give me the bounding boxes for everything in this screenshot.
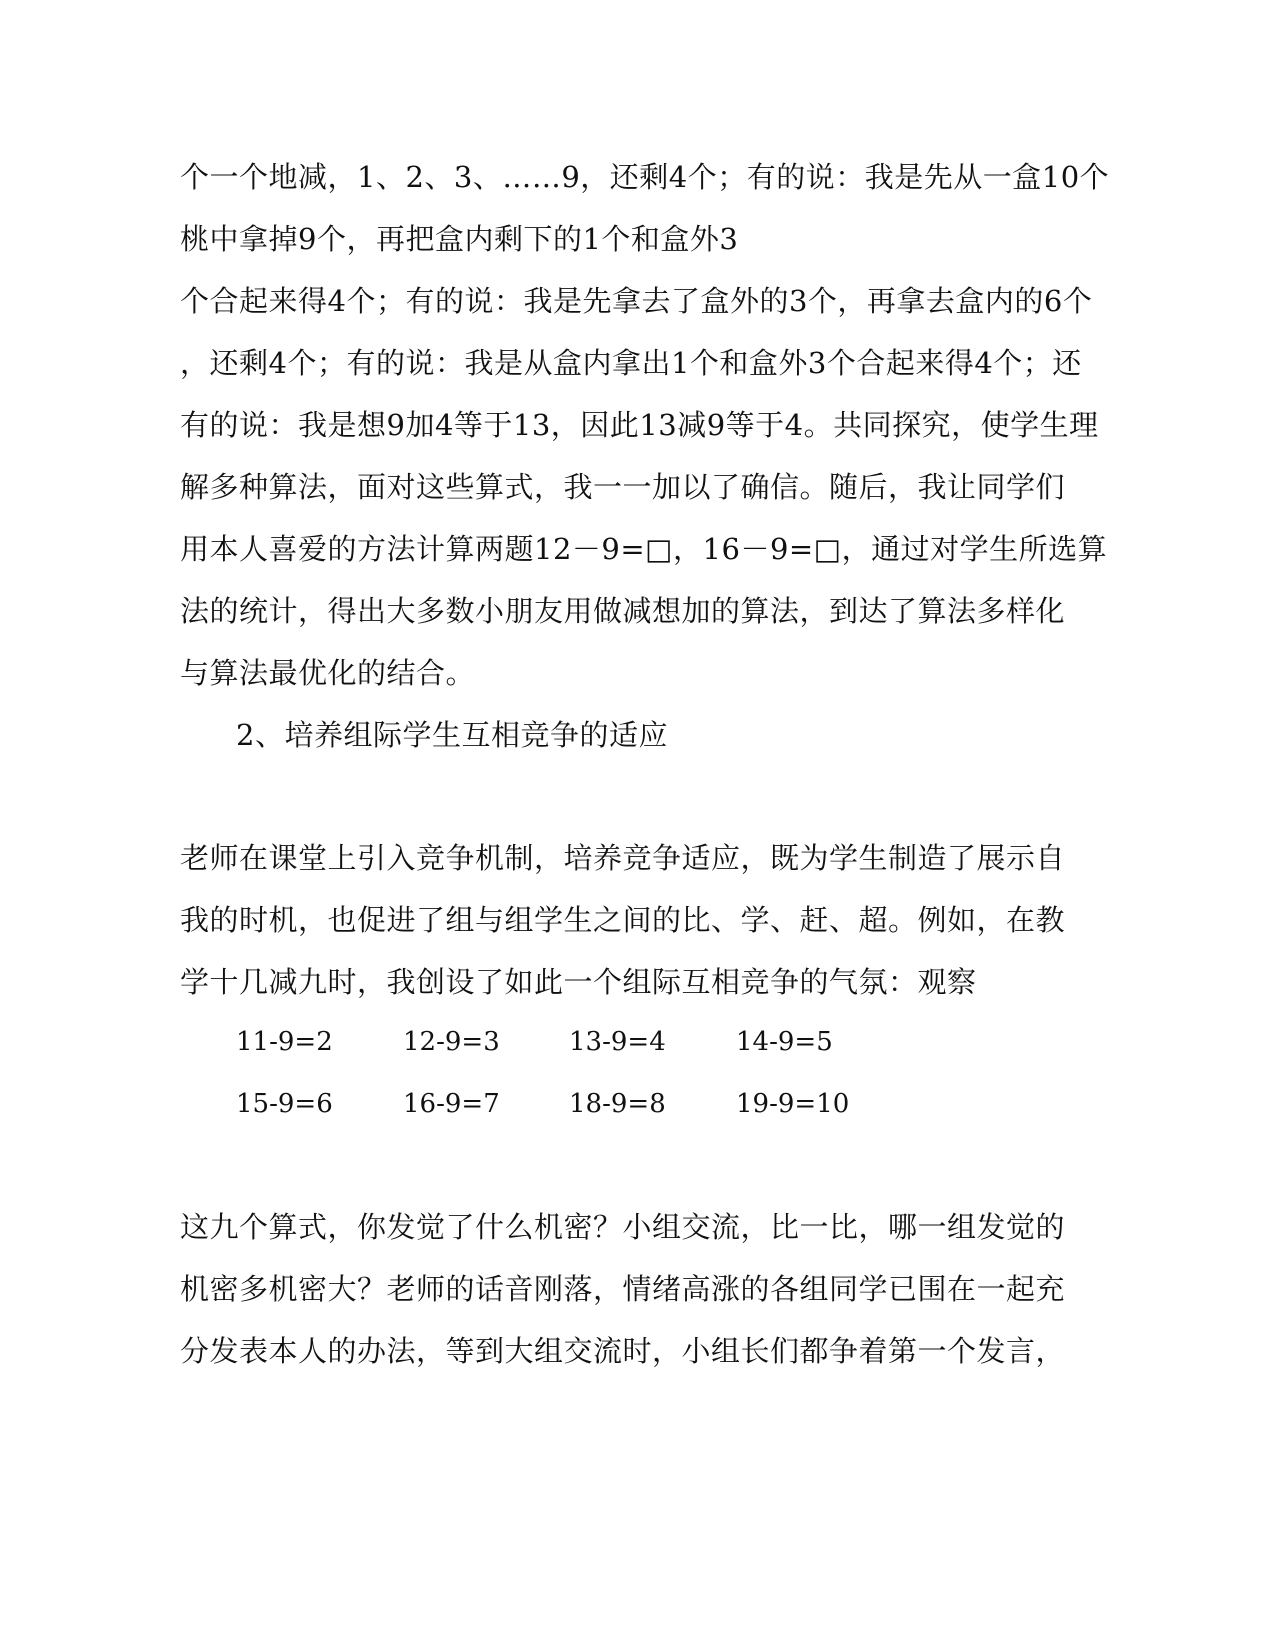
paragraph-3-line: 分发表本人的办法，等到大组交流时，小组长们都争着第一个发言， (180, 1334, 1066, 1368)
equation: 13-9=4 (569, 1027, 666, 1057)
equation: 11-9=2 (236, 1027, 333, 1057)
section-heading: 2、培养组际学生互相竞争的适应 (236, 718, 668, 752)
paragraph-1-line: 用本人喜爱的方法计算两题12－9=□，16－9=□，通过对学生所选算 (180, 532, 1108, 566)
paragraph-1-line: 个合起来得4个；有的说：我是先拿去了盒外的3个，再拿去盒内的6个 (180, 284, 1093, 318)
paragraph-3-line: 机密多机密大？老师的话音刚落，情绪高涨的各组同学已围在一起充 (180, 1272, 1066, 1306)
equation: 16-9=7 (403, 1089, 500, 1119)
equation: 14-9=5 (736, 1027, 833, 1057)
paragraph-2-line: 老师在课堂上引入竞争机制，培养竞争适应，既为学生制造了展示自 (180, 841, 1066, 875)
equation: 12-9=3 (403, 1027, 500, 1057)
equation: 19-9=10 (736, 1089, 850, 1119)
paragraph-1-line: 解多种算法，面对这些算式，我一一加以了确信。随后，我让同学们 (180, 470, 1066, 504)
paragraph-1-line: 有的说：我是想9加4等于13，因此13减9等于4。共同探究，使学生理 (180, 408, 1099, 442)
paragraph-1-line: 桃中拿掉9个，再把盒内剩下的1个和盒外3 (180, 222, 739, 256)
paragraph-1-line: ，还剩4个；有的说：我是从盒内拿出1个和盒外3个合起来得4个；还 (180, 346, 1082, 380)
paragraph-2-line: 我的时机，也促进了组与组学生之间的比、学、赶、超。例如，在教 (180, 903, 1066, 937)
paragraph-1-line: 法的统计，得出大多数小朋友用做减想加的算法，到达了算法多样化 (180, 594, 1066, 628)
equation: 15-9=6 (236, 1089, 333, 1119)
paragraph-3-line: 这九个算式，你发觉了什么机密？小组交流，比一比，哪一组发觉的 (180, 1210, 1066, 1244)
paragraph-2-line: 学十几减九时，我创设了如此一个组际互相竞争的气氛：观察 (180, 965, 977, 999)
paragraph-1-line: 与算法最优化的结合。 (180, 656, 476, 690)
equation: 18-9=8 (569, 1089, 666, 1119)
paragraph-1-line: 个一个地减，1、2、3、……9，还剩4个；有的说：我是先从一盒10个 (180, 160, 1110, 194)
